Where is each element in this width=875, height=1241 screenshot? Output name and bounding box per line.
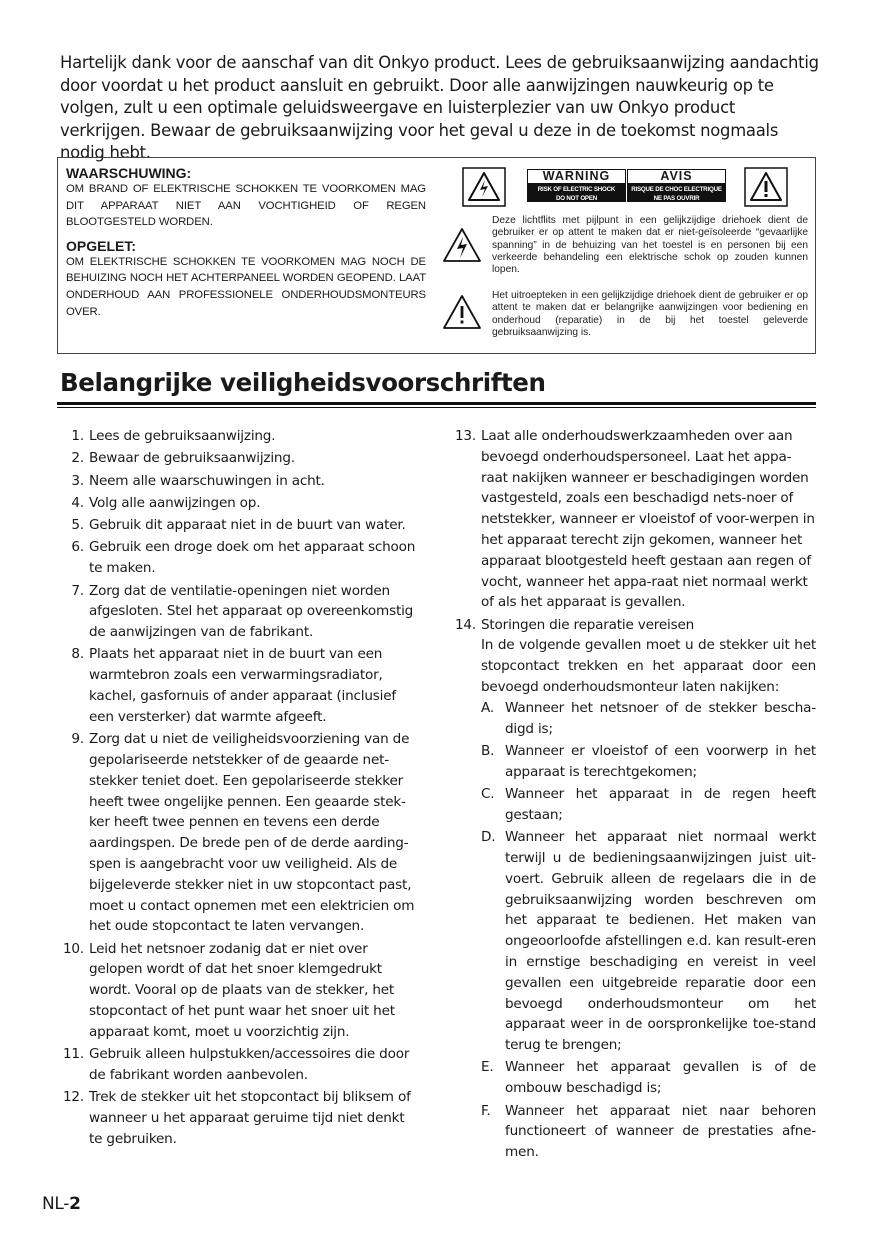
sub-item-letter: A.	[481, 699, 494, 716]
section-title: Belangrijke veiligheidsvoorschriften	[60, 368, 546, 397]
exclamation-triangle-icon	[442, 294, 482, 330]
warning-label-sub1: RISK OF ELECTRIC SHOCK	[537, 186, 616, 193]
sub-item-text: Wanneer het netsnoer of de stekker bescha-digd is;	[505, 699, 816, 737]
title-rule-thick	[57, 402, 816, 405]
item-text: Laat alle onderhoudswerkzaamheden over aan bevoegd onderhoudspersoneel. Laat het appa-raat nakijken wanneer er beschadigingen worden vastgesteld, zoals een beschadigd nets-noer of netstekker, wanneer er vloeistof of voor-werpen in het apparaat terecht zijn gekomen, wanneer het apparaat blootgesteld heeft gestaan aan regen of vocht, wanneer het appa-raat niet normaal werkt of als het apparaat is gevallen.	[481, 428, 815, 611]
item-number: 4.	[71, 494, 84, 511]
list-item	[60, 537, 420, 579]
page-number	[42, 1194, 81, 1214]
list-item	[452, 426, 816, 613]
avis-label-sub2: NE PAS OUVRIR	[653, 195, 700, 202]
item-text: Bewaar de gebruiksaanwijzing.	[89, 450, 295, 467]
warning-text: OM BRAND OF ELEKTRISCHE SCHOKKEN TE VOORKOMEN MAG DIT APPARAAT NIET AAN VOCHTIGHEID OF REGEN BLOOTGESTELD WORDEN.	[66, 183, 426, 229]
item-number: 5.	[71, 517, 84, 534]
item-number: 12.	[62, 1089, 84, 1106]
avis-label-sub	[627, 184, 726, 202]
item-text: Trek de stekker uit het stopcontact bij bliksem of wanneer u het apparaat geruime tijd niet denkt te gebruiken.	[89, 1089, 411, 1147]
item-text: Lees de gebruiksaanwijzing.	[89, 428, 276, 444]
list-item	[60, 581, 420, 643]
list-item	[60, 1044, 420, 1086]
list-item	[452, 615, 816, 1163]
list-item	[60, 448, 420, 469]
warning-text-block	[66, 165, 426, 320]
item-text: Plaats het apparaat niet in de buurt van een warmtebron zoals een verwarmingsradiator, kachel, gasfornuis of ander apparaat (inclusief een versterker) dat warmte afgeeft.	[89, 646, 396, 725]
caution-text: OM ELEKTRISCHE SCHOKKEN TE VOORKOMEN MAG NOCH DE BEHUIZING NOCH HET ACHTERPANEEL WORDEN GEOPEND. LAAT ONDERHOUD AAN PROFESSIONELE ONDERHOUDSMONTEURS OVER.	[66, 255, 426, 318]
sub-item-letter: D.	[481, 829, 496, 846]
item-text: Volg alle aanwijzingen op.	[89, 494, 261, 511]
list-item	[60, 426, 420, 447]
item-number: 3.	[71, 472, 84, 489]
sub-item-text: Wanneer het apparaat niet naar behoren functioneert of wanneer de prestaties afne-men.	[505, 1102, 816, 1161]
item-intro: In de volgende gevallen moet u de stekker uit het stopcontact trekken en het apparaat door een bevoegd onderhoudsmonteur laten nakijken:	[481, 637, 816, 696]
sub-list-item	[481, 698, 816, 740]
item-text: Gebruik een droge doek om het apparaat schoon te maken.	[89, 539, 416, 577]
item-text: Zorg dat de ventilatie-openingen niet worden afgesloten. Stel het apparaat op overeenkomstig de aanwijzingen van de fabrikant.	[89, 582, 414, 641]
list-item	[60, 644, 420, 727]
list-item	[60, 1087, 420, 1149]
sub-list-item	[481, 1057, 816, 1099]
sub-item-text: Wanneer het apparaat in de regen heeft gestaan;	[505, 786, 816, 823]
item-text: Gebruik alleen hulpstukken/accessoires die door de fabrikant worden aanbevolen.	[89, 1046, 410, 1083]
avis-label-title: AVIS	[627, 169, 726, 184]
item-number: 6.	[71, 539, 84, 556]
item-number: 10.	[62, 940, 84, 957]
list-item	[60, 471, 420, 492]
warning-label-sub	[527, 184, 626, 202]
shock-hazard-icon	[462, 167, 506, 207]
item-text: Zorg dat u niet de veiligheidsvoorziening van de gepolariseerde netstekker of de geaarde net-stekker teniet doet. Een gepolariseerde stekker heeft twee ongelijke pennen. Een geaarde stek-ker heeft twee pennen en tevens een derde aardingspen. De brede pen of de derde aarding-spen is aangebracht voor uw veiligheid. Als de bijgeleverde stekker niet in uw stopcontact past, moet u contact opnemen met een elektricien om het oude stopcontact te laten vervangen.	[89, 731, 415, 935]
sub-item-letter: B.	[481, 742, 495, 759]
sub-list-item	[481, 827, 816, 1056]
title-rule-thin	[57, 407, 816, 408]
item-number: 11.	[62, 1046, 84, 1063]
page-number-prefix: NL-	[42, 1194, 70, 1214]
lightning-triangle-icon	[442, 227, 482, 263]
item-number: 13.	[454, 428, 476, 444]
exclamation-text: Het uitroepteken in een gelijkzijdige driehoek dient de gebruiker er op attent te maken dat er belangrijke aanwijzingen voor bediening en onderhoud (reparatie) in de bij het toestel geleverde gebruiksaanwijzing is.	[492, 290, 808, 338]
item-number: 1.	[71, 428, 84, 444]
sub-list-item	[481, 741, 816, 783]
lightning-text: Deze lichtflits met pijlpunt in een gelijkzijdige driehoek dient de gebruiker er op attent te maken dat er niet-geïsoleerde “gevaarlijke spanning” in de behuizing van het toestel is en personen bij een verkeerde behandeling een elektrische schok op zouden kunnen lopen.	[492, 215, 808, 276]
sub-list-item	[481, 1101, 816, 1163]
item-number: 8.	[71, 646, 84, 663]
item-text: Leid het netsnoer zodanig dat er niet over gelopen wordt of dat het snoer klemgedrukt wordt. Vooral op de plaats van de stekker, het stopcontact of het punt waar het snoer uit het apparaat komt, moet u voorzichtig zijn.	[89, 940, 395, 1040]
warning-label	[527, 169, 626, 205]
sub-list-item	[481, 784, 816, 826]
sub-item-text: Wanneer het apparaat niet normaal werkt terwijl u de bedieningsaanwijzingen juist uit-voert. Gebruik alleen de regelaars die in de gebruiksaanwijzing worden beschreven om het apparaat te bedienen. Het maken van ongeoorloofde afstellingen e.d. kan result-eren in ernstige beschadiging en vereist in veel gevallen een uitgebreide reparatie door een bevoegd onderhoudsmonteur om het apparaat weer in de oorspronkelijke toe-stand terug te brengen;	[505, 829, 816, 1054]
caution-heading: OPGELET:	[66, 237, 137, 254]
sub-item-letter: F.	[481, 1102, 491, 1119]
item-number: 9.	[71, 731, 84, 748]
list-item	[60, 939, 420, 1043]
item-text: Neem alle waarschuwingen in acht.	[89, 472, 325, 489]
list-item	[60, 729, 420, 937]
rules-column-left	[60, 426, 420, 1151]
sub-item-letter: E.	[481, 1059, 494, 1076]
item-text: Gebruik dit apparaat niet in de buurt van water.	[89, 517, 406, 534]
item-number: 7.	[71, 582, 84, 599]
avis-label-sub1: RISQUE DE CHOC ELECTRIQUE	[631, 186, 722, 193]
page-number-value: 2	[69, 1194, 81, 1214]
warning-label-title: WARNING	[527, 169, 626, 184]
warning-heading: WAARSCHUWING:	[66, 165, 192, 181]
sub-item-text: Wanneer het apparaat gevallen is of de ombouw beschadigd is;	[505, 1059, 816, 1097]
rules-list-left	[60, 426, 420, 1150]
warning-label-sub2: DO NOT OPEN	[555, 195, 598, 202]
sub-item-letter: C.	[481, 786, 495, 803]
list-item	[60, 515, 420, 536]
item-number: 2.	[71, 450, 84, 467]
item-number: 14.	[454, 616, 476, 633]
intro-paragraph: Hartelijk dank voor de aanschaf van dit Onkyo product. Lees de gebruiksaanwijzing aandachtig door voordat u het product aansluit en gebruikt. Door alle aanwijzingen nauwkeurig op te volgen, zult u een optimale geluidsweergave en luisterplezier van uw Onkyo product verkrijgen. Bewaar de gebruiksaanwijzing voor het geval u deze in de toekomst nogmaals nodig hebt.	[60, 53, 819, 162]
sub-item-text: Wanneer er vloeistof of een voorwerp in het apparaat is terechtgekomen;	[505, 742, 816, 780]
sub-list	[481, 698, 816, 1163]
rules-column-right	[452, 426, 816, 1164]
exclamation-hazard-icon	[744, 167, 788, 207]
item-text: Storingen die reparatie vereisen	[481, 616, 695, 633]
rules-list-right	[452, 426, 816, 1163]
warning-box	[57, 157, 816, 354]
list-item	[60, 493, 420, 514]
avis-label	[627, 169, 726, 205]
